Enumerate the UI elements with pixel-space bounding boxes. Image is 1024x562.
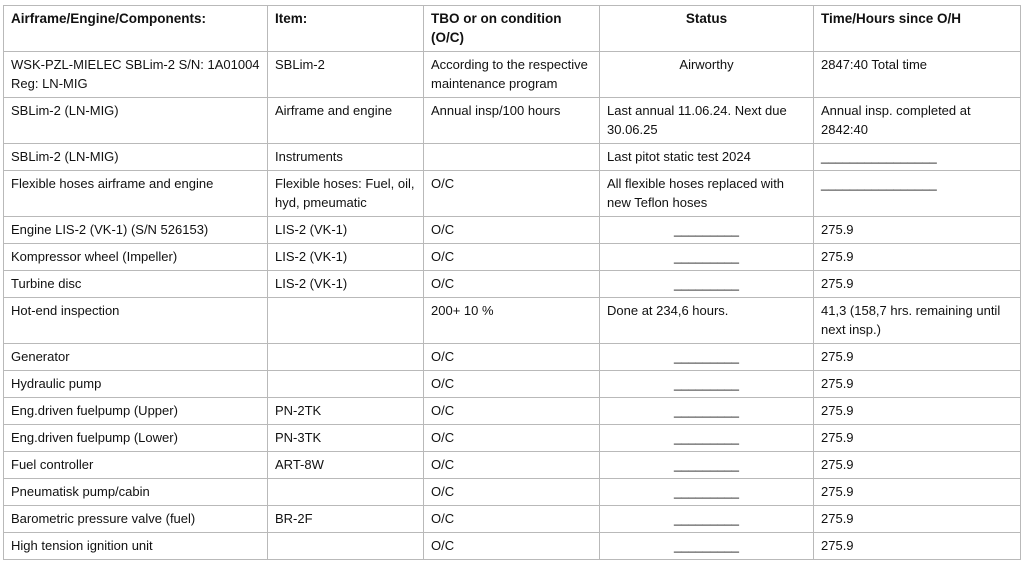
table-row	[4, 371, 1021, 398]
cell-time: 41,3 (158,7 hrs. remaining until next insp.)	[814, 298, 1021, 344]
cell-item: BR-2F	[268, 506, 424, 533]
cell-time: 275.9	[814, 371, 1021, 398]
cell-item	[268, 479, 424, 506]
cell-tbo: O/C	[424, 479, 600, 506]
cell-status: _________	[600, 425, 814, 452]
cell-time: 275.9	[814, 217, 1021, 244]
table-row	[4, 171, 1021, 217]
cell-status: _________	[600, 506, 814, 533]
cell-component: Turbine disc	[4, 271, 268, 298]
cell-time: 275.9	[814, 271, 1021, 298]
cell-tbo: According to the respective maintenance program	[424, 52, 600, 98]
table-row	[4, 52, 1021, 98]
header-tbo: TBO or on condition (O/C)	[424, 6, 600, 52]
cell-item: LIS-2 (VK-1)	[268, 217, 424, 244]
cell-component: WSK-PZL-MIELEC SBLim-2 S/N: 1A01004 Reg: LN-MIG	[4, 52, 268, 98]
table-row	[4, 244, 1021, 271]
table-row	[4, 452, 1021, 479]
table-row	[4, 217, 1021, 244]
cell-time: 275.9	[814, 425, 1021, 452]
cell-item	[268, 298, 424, 344]
cell-component: Barometric pressure valve (fuel)	[4, 506, 268, 533]
header-status: Status	[600, 6, 814, 52]
table-row	[4, 344, 1021, 371]
cell-status: _________	[600, 271, 814, 298]
cell-tbo: O/C	[424, 533, 600, 560]
cell-tbo: Annual insp/100 hours	[424, 98, 600, 144]
cell-time: ________________	[814, 144, 1021, 171]
cell-time: 275.9	[814, 479, 1021, 506]
cell-time: Annual insp. completed at 2842:40	[814, 98, 1021, 144]
cell-item: Instruments	[268, 144, 424, 171]
header-row	[4, 6, 1021, 52]
cell-status: _________	[600, 371, 814, 398]
cell-component: Generator	[4, 344, 268, 371]
cell-status: Airworthy	[600, 52, 814, 98]
cell-time: ________________	[814, 171, 1021, 217]
cell-tbo: O/C	[424, 344, 600, 371]
cell-status: _________	[600, 344, 814, 371]
cell-component: Engine LIS-2 (VK-1) (S/N 526153)	[4, 217, 268, 244]
cell-component: Hydraulic pump	[4, 371, 268, 398]
table-row	[4, 298, 1021, 344]
cell-time: 275.9	[814, 244, 1021, 271]
cell-time: 2847:40 Total time	[814, 52, 1021, 98]
cell-item: LIS-2 (VK-1)	[268, 244, 424, 271]
cell-status: _________	[600, 398, 814, 425]
cell-status: Last pitot static test 2024	[600, 144, 814, 171]
cell-time: 275.9	[814, 533, 1021, 560]
cell-status: Done at 234,6 hours.	[600, 298, 814, 344]
header-component: Airframe/Engine/Components:	[4, 6, 268, 52]
cell-tbo: O/C	[424, 371, 600, 398]
table-row	[4, 98, 1021, 144]
cell-time: 275.9	[814, 398, 1021, 425]
cell-time: 275.9	[814, 506, 1021, 533]
cell-item: PN-2TK	[268, 398, 424, 425]
table-row	[4, 271, 1021, 298]
cell-component: Fuel controller	[4, 452, 268, 479]
cell-status: All flexible hoses replaced with new Teflon hoses	[600, 171, 814, 217]
cell-item	[268, 533, 424, 560]
cell-tbo: O/C	[424, 217, 600, 244]
table-row	[4, 425, 1021, 452]
cell-status: _________	[600, 452, 814, 479]
cell-tbo: O/C	[424, 506, 600, 533]
table-row	[4, 533, 1021, 560]
table-row	[4, 398, 1021, 425]
table-row	[4, 506, 1021, 533]
cell-status: _________	[600, 217, 814, 244]
cell-component: SBLim-2 (LN-MIG)	[4, 144, 268, 171]
cell-tbo: O/C	[424, 452, 600, 479]
table-body	[4, 52, 1021, 560]
cell-status: _________	[600, 533, 814, 560]
cell-item	[268, 371, 424, 398]
table-row	[4, 144, 1021, 171]
cell-time: 275.9	[814, 452, 1021, 479]
cell-status: Last annual 11.06.24. Next due 30.06.25	[600, 98, 814, 144]
header-item: Item:	[268, 6, 424, 52]
cell-component: High tension ignition unit	[4, 533, 268, 560]
cell-status: _________	[600, 479, 814, 506]
cell-component: Hot-end inspection	[4, 298, 268, 344]
cell-component: Eng.driven fuelpump (Upper)	[4, 398, 268, 425]
cell-item: SBLim-2	[268, 52, 424, 98]
cell-item: ART-8W	[268, 452, 424, 479]
cell-tbo: O/C	[424, 271, 600, 298]
cell-tbo: O/C	[424, 398, 600, 425]
cell-item: Airframe and engine	[268, 98, 424, 144]
cell-tbo: O/C	[424, 244, 600, 271]
cell-tbo: 200+ 10 %	[424, 298, 600, 344]
cell-time: 275.9	[814, 344, 1021, 371]
cell-tbo	[424, 144, 600, 171]
cell-component: SBLim-2 (LN-MIG)	[4, 98, 268, 144]
cell-component: Pneumatisk pump/cabin	[4, 479, 268, 506]
cell-status: _________	[600, 244, 814, 271]
cell-tbo: O/C	[424, 425, 600, 452]
cell-item: Flexible hoses: Fuel, oil, hyd, pmeumatic	[268, 171, 424, 217]
components-table	[3, 5, 1021, 560]
cell-component: Flexible hoses airframe and engine	[4, 171, 268, 217]
cell-component: Kompressor wheel (Impeller)	[4, 244, 268, 271]
cell-component: Eng.driven fuelpump (Lower)	[4, 425, 268, 452]
cell-tbo: O/C	[424, 171, 600, 217]
cell-item	[268, 344, 424, 371]
header-time: Time/Hours since O/H	[814, 6, 1021, 52]
table-row	[4, 479, 1021, 506]
cell-item: PN-3TK	[268, 425, 424, 452]
cell-item: LIS-2 (VK-1)	[268, 271, 424, 298]
